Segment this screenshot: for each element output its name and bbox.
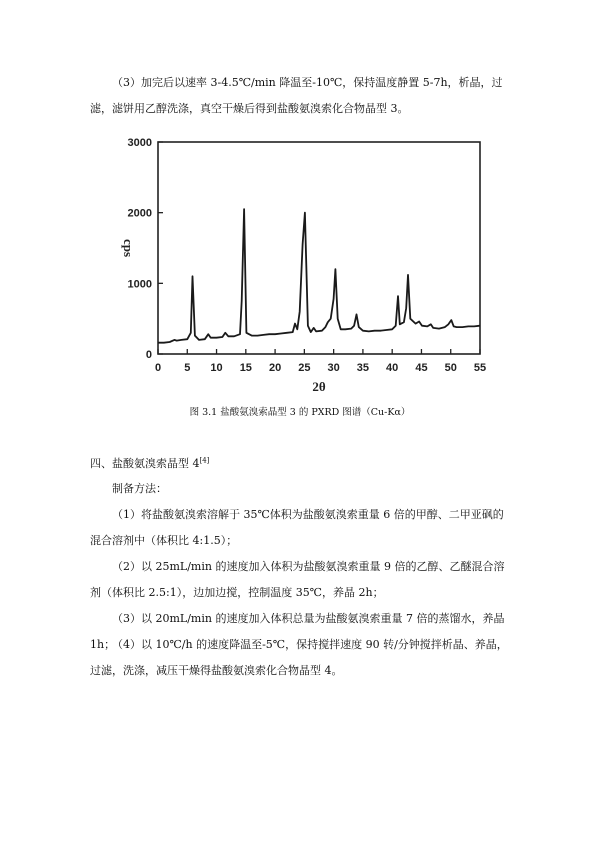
step-3: （3）以 20mL/min 的速度加入体积总量为盐酸氨溴索重量 7 倍的蒸馏水，养晶 1h； — [90, 612, 505, 651]
x-tick-label: 45 — [415, 362, 428, 374]
x-tick-label: 30 — [327, 362, 340, 374]
x-tick-label: 10 — [210, 362, 223, 374]
x-tick-label: 40 — [386, 362, 399, 374]
x-tick-label: 35 — [356, 362, 370, 374]
x-tick-label: 25 — [298, 362, 311, 374]
x-axis-label: 2θ — [312, 379, 326, 394]
y-tick-label: 0 — [145, 349, 152, 361]
prep-label: 制备方法： — [112, 482, 167, 495]
pxrd-chart — [100, 130, 500, 400]
section-heading — [90, 455, 209, 471]
chart-frame — [158, 142, 480, 354]
figure-caption: 图 3.1 盐酸氨溴索晶型 3 的 PXRD 图谱（Cu-Kα） — [189, 407, 411, 418]
intro-paragraph: （3）加完后以速率 3-4.5℃/min 降温至-10℃，保持温度静置 5-7h，析晶，过滤，滤饼用乙醇洗涤，真空干燥后得到盐酸氨溴索化合物晶型 3。 — [90, 76, 503, 115]
plot-border — [158, 142, 480, 354]
step-4: （4）以 10℃/h 的速度降温至-5℃，保持搅拌速度 90 转/分钟搅拌析晶、养晶，过滤，洗涤，减压干燥得盐酸氨溴索化合物晶型 4。 — [90, 638, 508, 677]
x-tick-label: 20 — [268, 362, 282, 374]
x-tick-label: 5 — [184, 362, 191, 374]
section-title: 四、盐酸氨溴索晶型 4 — [90, 457, 200, 470]
y-tick-label: 1000 — [127, 278, 152, 291]
y-tick-label: 3000 — [127, 137, 152, 149]
x-tick-label: 0 — [154, 362, 162, 374]
series-line-form-3 — [158, 209, 480, 343]
x-tick-label: 55 — [473, 362, 487, 374]
y-axis-label: cps — [121, 238, 136, 258]
step-1: （1）将盐酸氨溴索溶解于 35℃体积为盐酸氨溴索重量 6 倍的甲醇、二甲亚砜的混合溶剂中（体积比 4:1.5）； — [90, 508, 504, 547]
x-tick-label: 15 — [239, 362, 252, 374]
step-2: （2）以 25mL/min 的速度加入体积为盐酸氨溴索重量 9 倍的乙醇、乙醚混合溶剂（体积比 2.5:1），边加边搅，控制温度 35℃，养晶 2h； — [90, 560, 505, 599]
section-reference: [4] — [199, 456, 210, 465]
y-tick-label: 2000 — [127, 207, 152, 220]
x-tick-label: 50 — [444, 362, 457, 374]
